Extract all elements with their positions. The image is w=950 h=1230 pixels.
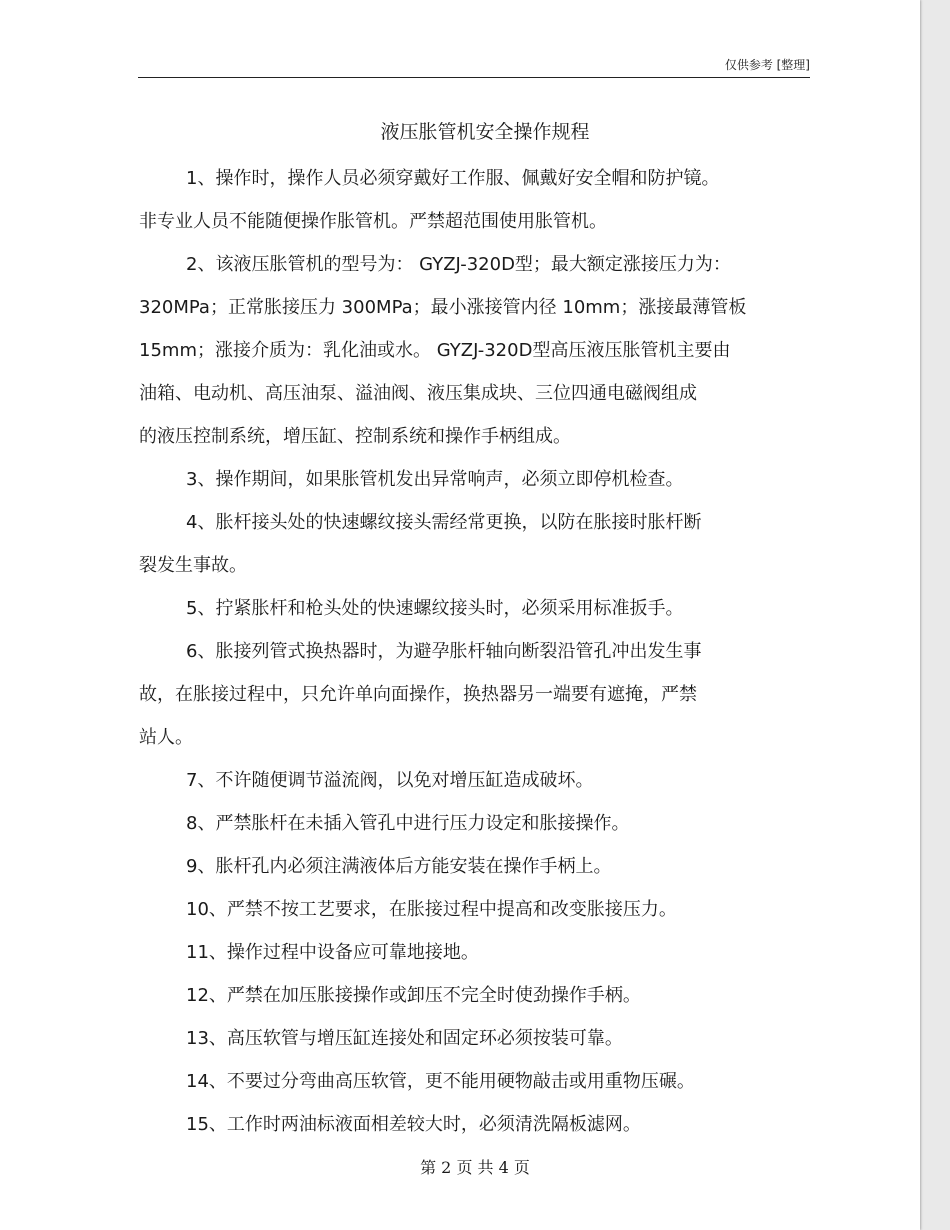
header-reference-label: 仅供参考 [整理] [724, 58, 810, 72]
body-text-line: 6、胀接列管式换热器时，为避孕胀杆轴向断裂沿管孔冲出发生事 [186, 641, 702, 662]
page-number-footer: 第 2 页 共 4 页 [420, 1158, 530, 1177]
document-body [139, 157, 799, 1146]
body-text-line: 7、不许随便调节溢流阀，以免对增压缸造成破坏。 [186, 770, 594, 791]
body-text-line: 13、高压软管与增压缸连接处和固定环必须按装可靠。 [186, 1028, 623, 1049]
body-text-line: 的液压控制系统，增压缸、控制系统和操作手柄组成。 [139, 426, 571, 447]
body-text-line: 320MPa；正常胀接压力 300MPa；最小涨接管内径 10mm；涨接最薄管板 [139, 297, 747, 318]
body-text-line: 非专业人员不能随便操作胀管机。严禁超范围使用胀管机。 [139, 211, 607, 232]
body-text-line: 1、操作时，操作人员必须穿戴好工作服、佩戴好安全帽和防护镜。 [186, 168, 720, 189]
body-text-line: 14、不要过分弯曲高压软管，更不能用硬物敲击或用重物压碾。 [186, 1071, 695, 1092]
body-text-line: 油箱、电动机、高压油泵、溢油阀、液压集成块、三位四通电磁阀组成 [139, 383, 697, 404]
body-text-line: 4、胀杆接头处的快速螺纹接头需经常更换，以防在胀接时胀杆断 [186, 512, 702, 533]
document-title: 液压胀管机安全操作规程 [380, 121, 590, 143]
body-text-line: 12、严禁在加压胀接操作或卸压不完全时使劲操作手柄。 [186, 985, 641, 1006]
body-text-line: 15、工作时两油标液面相差较大时，必须清洗隔板滤网。 [186, 1114, 641, 1135]
body-text-line: 故，在胀接过程中，只允许单向面操作，换热器另一端要有遮掩，严禁 [139, 684, 697, 705]
body-text-line: 裂发生事故。 [139, 555, 247, 576]
body-text-line: 9、胀杆孔内必须注满液体后方能安装在操作手柄上。 [186, 856, 612, 877]
body-text-line: 站人。 [139, 727, 193, 748]
header-divider [138, 77, 810, 78]
body-text-line: 10、严禁不按工艺要求，在胀接过程中提高和改变胀接压力。 [186, 899, 677, 920]
body-text-line: 8、严禁胀杆在未插入管孔中进行压力设定和胀接操作。 [186, 813, 630, 834]
body-text-line: 5、拧紧胀杆和枪头处的快速螺纹接头时，必须采用标准扳手。 [186, 598, 684, 619]
body-text-line: 15mm；涨接介质为：乳化油或水。 GYZJ-320D型高压液压胀管机主要由 [139, 340, 731, 361]
body-text-line: 2、该液压胀管机的型号为： GYZJ-320D型；最大额定涨接压力为： [186, 254, 731, 275]
body-text-line: 11、操作过程中设备应可靠地接地。 [186, 942, 479, 963]
body-text-line: 3、操作期间，如果胀管机发出异常响声，必须立即停机检查。 [186, 469, 684, 490]
